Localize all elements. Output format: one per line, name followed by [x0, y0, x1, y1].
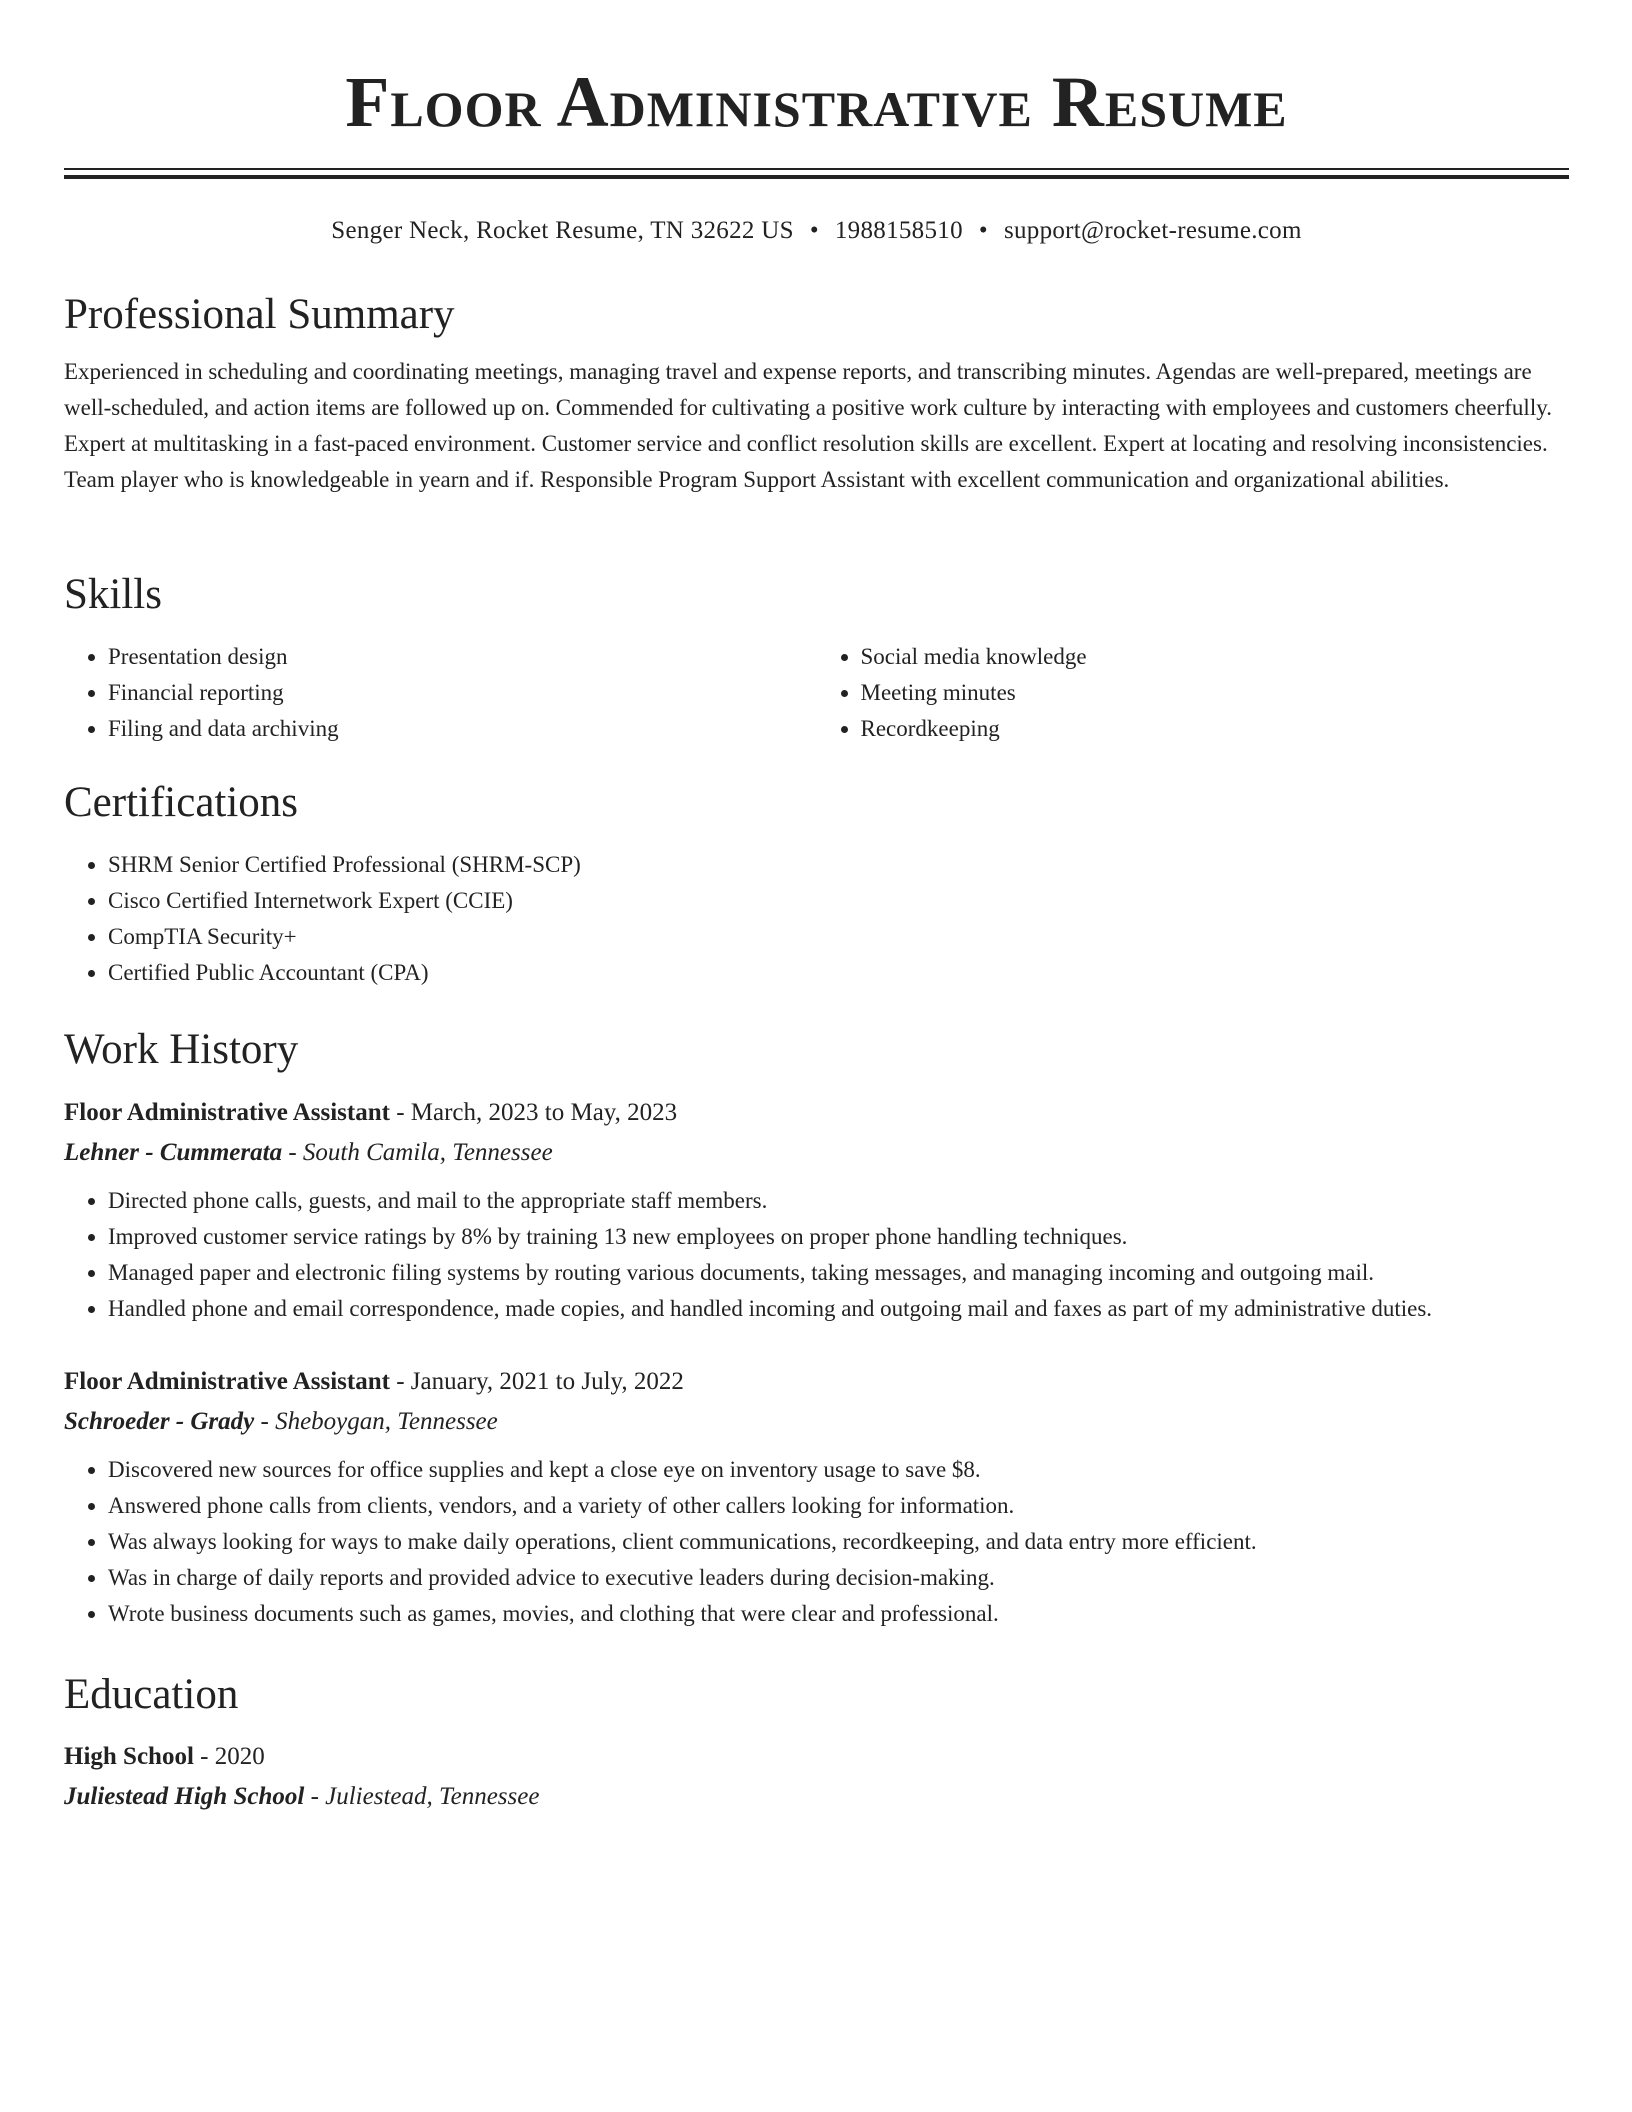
job-bullet: • Wrote business documents such as games, movies, and clothing that were clear and professional.: [108, 1596, 1569, 1632]
contact-phone: 1988158510: [834, 217, 963, 244]
education-section: [64, 1667, 1569, 1817]
education-school: Juliestead High School: [64, 1783, 305, 1810]
job-entry: [64, 1362, 1569, 1632]
title-rule-thick: [64, 175, 1569, 179]
education-degree-line: [64, 1737, 1569, 1777]
job-company: Lehner - Cummerata: [64, 1139, 283, 1166]
job-header: [64, 1362, 1569, 1402]
resume-page: [64, 0, 1569, 1810]
contact-line: [64, 213, 1569, 249]
job-location: - South Camila, Tennessee: [282, 1139, 553, 1166]
contact-separator: •: [978, 217, 988, 244]
education-heading: Education: [64, 1671, 239, 1718]
work-heading: Work History: [64, 1026, 299, 1073]
skills-heading: Skills: [64, 571, 162, 618]
skill-item: • Social media knowledge: [861, 639, 1570, 675]
work-section: [64, 1022, 1569, 1078]
certifications-heading: Certifications: [64, 779, 299, 826]
job-entry: [64, 1093, 1569, 1327]
contact-email: support@rocket-resume.com: [1003, 217, 1302, 244]
summary-heading: Professional Summary: [64, 291, 455, 338]
summary-text: Experienced in scheduling and coordinating meetings, managing travel and expense reports, and transcribing minutes. Agendas are well-prepared, meetings are well-scheduled, and action items are followed up on. Commended for cultivating a positive work culture by interacting with employees and customers cheerfully. Expert at multitasking in a fast-paced environment. Customer service and conflict resolution skills are excellent. Expert at locating and resolving inconsistencies. Team player who is knowledgeable in yearn and if. Responsible Program Support Assistant with excellent communication and organizational abilities.: [64, 359, 1552, 492]
job-bullets: [64, 1452, 1569, 1632]
skill-item: • Financial reporting: [108, 675, 817, 711]
job-employer: [64, 1133, 1569, 1173]
job-bullet: • Was always looking for ways to make daily operations, client communications, recordkeeping, and data entry more efficient.: [108, 1524, 1569, 1560]
page-title: Floor Administrative Resume: [345, 62, 1288, 142]
job-bullets: [64, 1183, 1569, 1327]
skill-item: • Filing and data archiving: [108, 711, 817, 747]
certification-item: • SHRM Senior Certified Professional (SHRM-SCP): [108, 847, 1569, 883]
contact-separator: •: [809, 217, 819, 244]
job-bullet: • Improved customer service ratings by 8% by training 13 new employees on proper phone handling techniques.: [108, 1219, 1569, 1255]
job-bullet: • Discovered new sources for office supplies and kept a close eye on inventory usage to save $8.: [108, 1452, 1569, 1488]
job-bullet: • Was in charge of daily reports and provided advice to executive leaders during decision-making.: [108, 1560, 1569, 1596]
job-company: Schroeder - Grady: [64, 1408, 255, 1435]
job-title: Floor Administrative Assistant: [64, 1368, 390, 1395]
job-dates: - March, 2023 to May, 2023: [389, 1099, 678, 1126]
certifications-section: [64, 775, 1569, 991]
certification-item: • Certified Public Accountant (CPA): [108, 955, 1569, 991]
job-bullet: • Handled phone and email correspondence, made copies, and handled incoming and outgoing mail and faxes as part of my administrative duties.: [108, 1291, 1569, 1327]
summary-section: [64, 287, 1569, 498]
education-year: - 2020: [193, 1743, 265, 1770]
title-rule-thin: [64, 168, 1569, 170]
skills-list-left: [64, 639, 817, 747]
job-bullet: • Managed paper and electronic filing systems by routing various documents, taking messages, and managing incoming and outgoing mail.: [108, 1255, 1569, 1291]
job-bullet: • Answered phone calls from clients, vendors, and a variety of other callers looking for information.: [108, 1488, 1569, 1524]
job-employer: [64, 1402, 1569, 1442]
certification-item: • CompTIA Security+: [108, 919, 1569, 955]
skill-item: • Meeting minutes: [861, 675, 1570, 711]
job-title: Floor Administrative Assistant: [64, 1099, 390, 1126]
education-school-line: [64, 1777, 1569, 1817]
education-location: - Juliestead, Tennessee: [304, 1783, 540, 1810]
skills-columns: [64, 639, 1569, 747]
skill-item: • Recordkeeping: [861, 711, 1570, 747]
skill-item: • Presentation design: [108, 639, 817, 675]
job-bullet: • Directed phone calls, guests, and mail to the appropriate staff members.: [108, 1183, 1569, 1219]
skills-list-right: [817, 639, 1570, 747]
job-dates: - January, 2021 to July, 2022: [389, 1368, 684, 1395]
contact-address: Senger Neck, Rocket Resume, TN 32622 US: [331, 217, 794, 244]
certifications-list: [64, 847, 1569, 991]
certification-item: • Cisco Certified Internetwork Expert (CCIE): [108, 883, 1569, 919]
skills-section: [64, 567, 1569, 747]
job-location: - Sheboygan, Tennessee: [254, 1408, 498, 1435]
job-header: [64, 1093, 1569, 1133]
education-degree: High School: [64, 1743, 194, 1770]
